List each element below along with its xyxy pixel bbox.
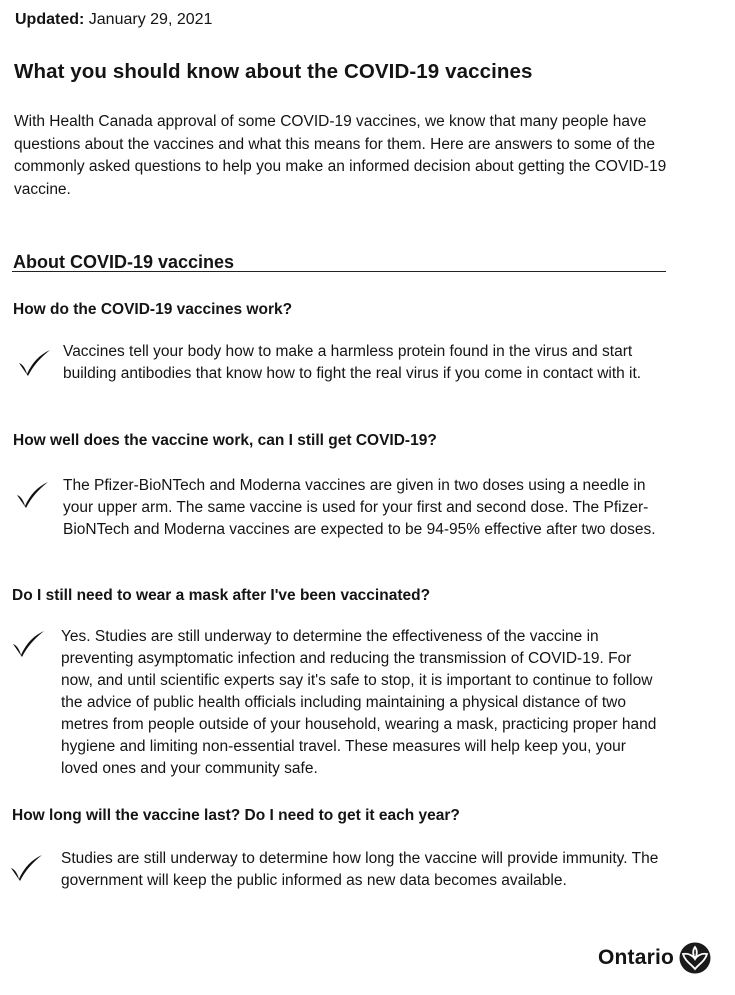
faq-answer: The Pfizer-BioNTech and Moderna vaccines are given in two doses using a needle in your upper arm. The same vaccine is used for your first and second dose. The Pfizer-BioNTech and Moderna vaccines are expected to be 94-95% effective after two doses. bbox=[63, 477, 656, 538]
section-divider bbox=[12, 271, 666, 272]
faq-question: How do the COVID-19 vaccines work? bbox=[13, 301, 293, 318]
checkmark-icon bbox=[11, 630, 45, 658]
trillium-icon bbox=[679, 942, 711, 974]
checkmark-icon bbox=[17, 349, 51, 377]
checkmark-icon bbox=[15, 481, 49, 509]
intro-paragraph: With Health Canada approval of some COVID-19 vaccines, we know that many people have questions about the vaccines and what this means for them. Here are answers to some of the commonly asked questions to help you make an informed decision about getting the COVID-19 vaccine. bbox=[14, 113, 667, 198]
updated-date: January 29, 2021 bbox=[88, 11, 213, 28]
checkmark-icon bbox=[9, 854, 43, 882]
updated-line bbox=[15, 11, 212, 29]
faq-question: Do I still need to wear a mask after I've been vaccinated? bbox=[12, 587, 431, 604]
updated-label: Updated: bbox=[15, 11, 85, 28]
section-heading: About COVID-19 vaccines bbox=[13, 252, 235, 272]
page-title: What you should know about the COVID-19 vaccines bbox=[14, 60, 533, 83]
faq-question: How long will the vaccine last? Do I need to get it each year? bbox=[12, 807, 460, 824]
faq-answer: Yes. Studies are still underway to determine the effectiveness of the vaccine in preventing asymptomatic infection and reducing the transmission of COVID-19. For now, and until scientific experts say it's safe to stop, it is important to continue to follow the advice of public health officials including maintaining a physical distance of two metres from people outside of your household, wearing a mask, practicing proper hand hygiene and limiting non-essential travel. These measures will help keep you, your loved ones and your community safe. bbox=[61, 628, 657, 777]
ontario-wordmark: Ontario bbox=[598, 946, 675, 969]
faq-question: How well does the vaccine work, can I still get COVID-19? bbox=[13, 432, 437, 449]
ontario-logo bbox=[598, 942, 711, 974]
faq-answer: Vaccines tell your body how to make a harmless protein found in the virus and start building antibodies that know how to fight the real virus if you come in contact with it. bbox=[63, 343, 642, 382]
faq-answer: Studies are still underway to determine how long the vaccine will provide immunity. The government will keep the public informed as new data becomes available. bbox=[61, 850, 659, 889]
